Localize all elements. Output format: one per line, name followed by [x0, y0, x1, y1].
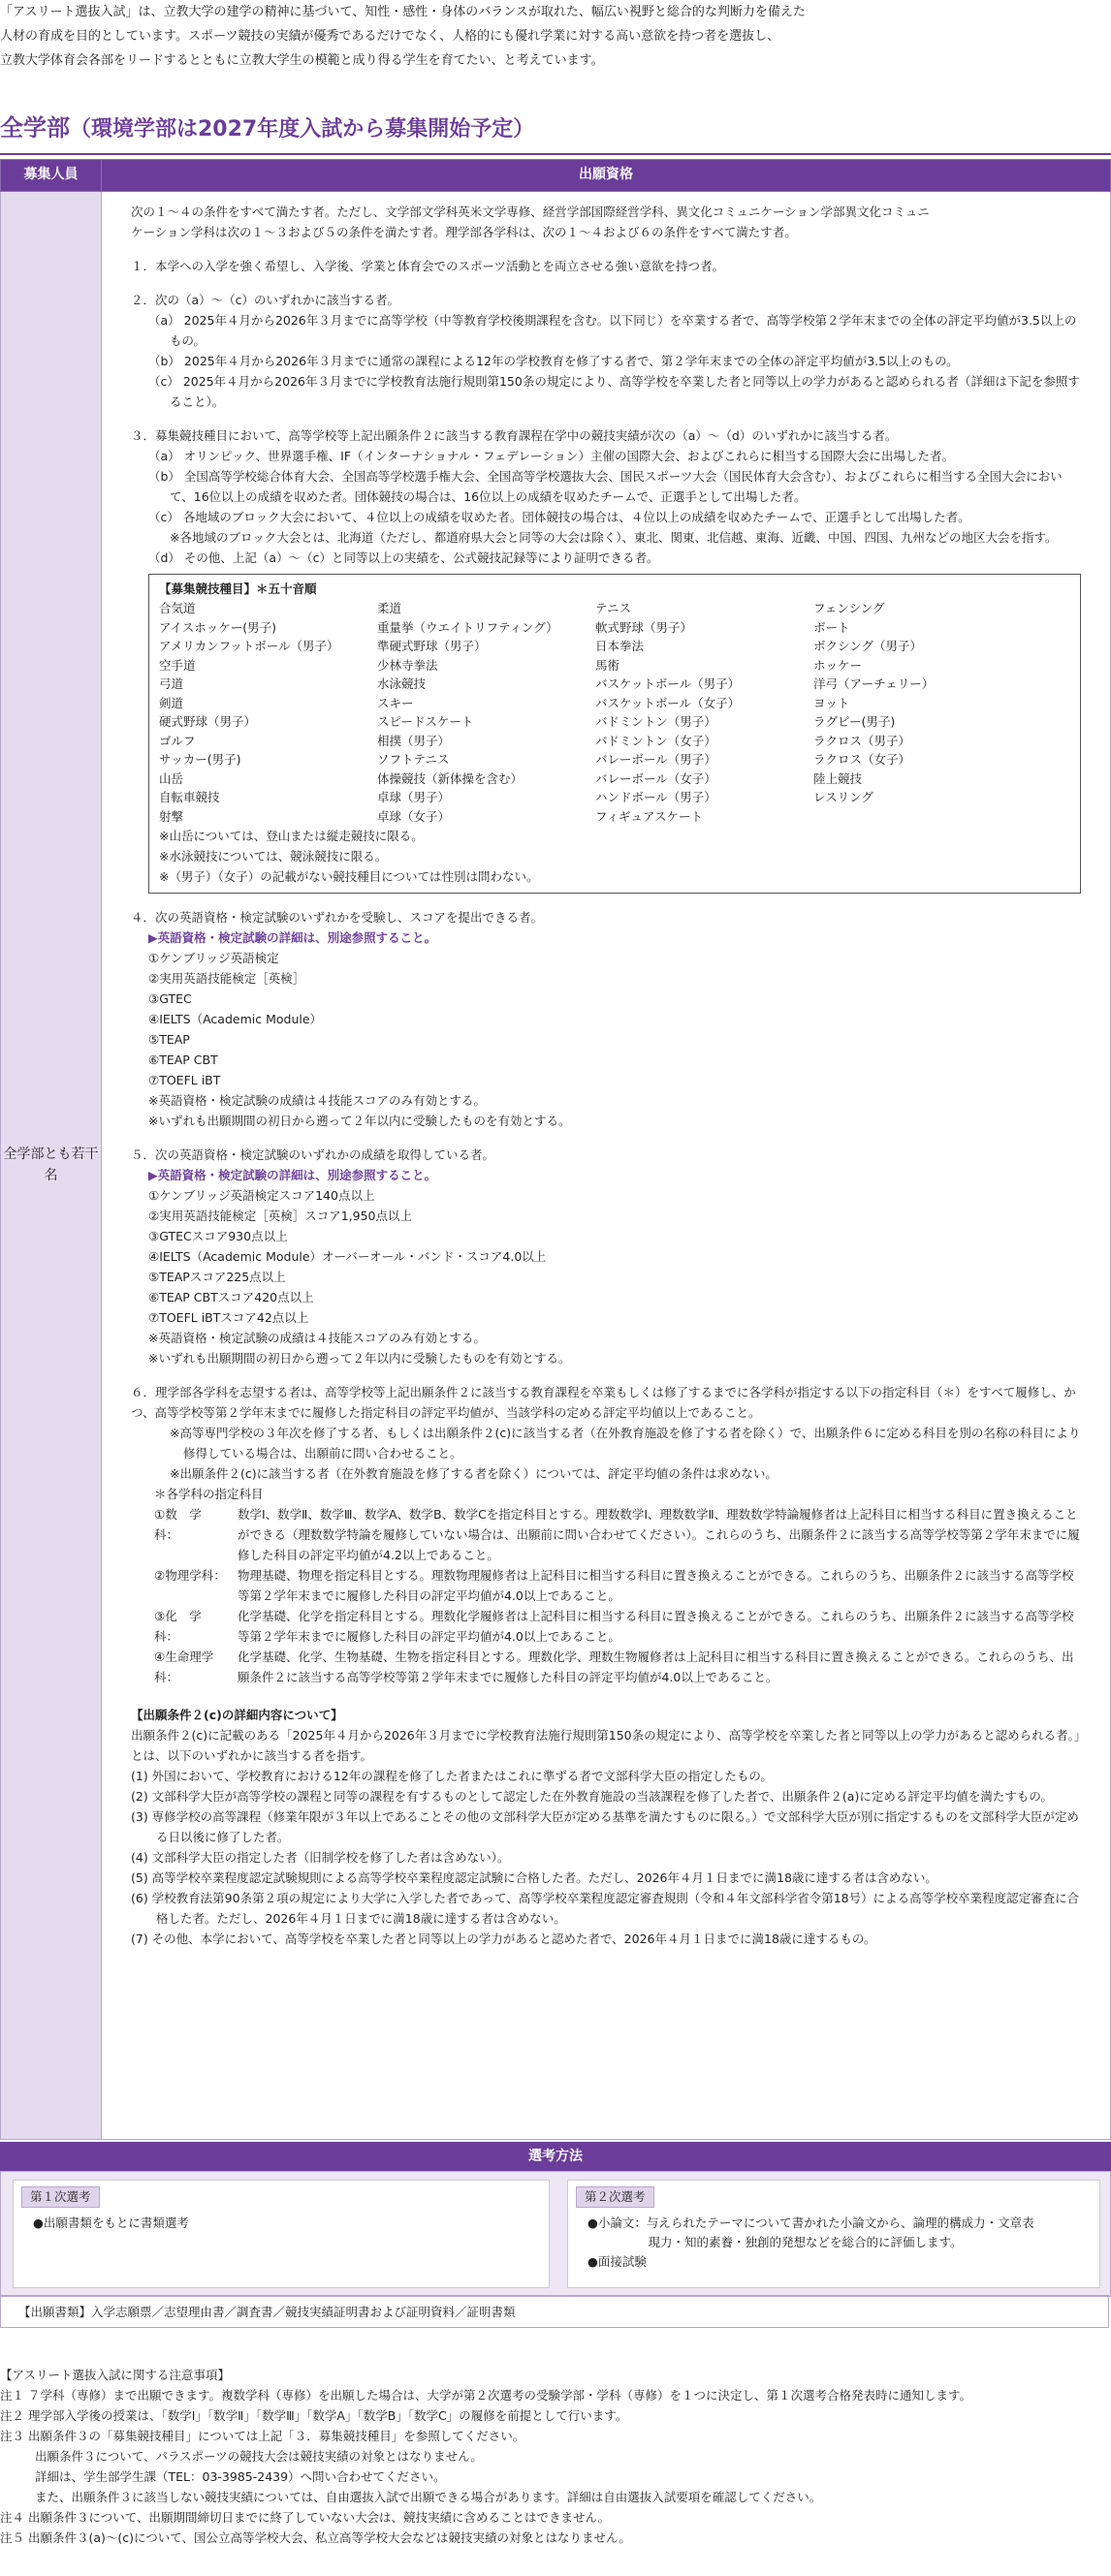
note-line: 注２ 理学部入学後の授業は、「数学Ⅰ」「数学Ⅱ」「数学Ⅲ」「数学A」「数学B」「数学C」の履修を前提として行います。 — [0, 2408, 628, 2423]
intro-line: 「アスリート選抜入試」は、立教大学の建学の精神に基づいて、知性・感性・身体のバランスが取れた、幅広い視野と総合的な判断力を備えた — [0, 5, 806, 19]
sport-item: テニス — [595, 601, 632, 615]
subject-row — [154, 1647, 1081, 1687]
second-selection-item: 現力・知的素養・独創的発想などを総合的に評価します。 — [587, 2235, 963, 2249]
section-title-main: 全学部 — [0, 114, 70, 141]
sport-item: フィギュアスケート — [595, 808, 704, 824]
english-score-item: ①ケンブリッジ英語検定スコア140点以上 — [148, 1188, 375, 1203]
qualification-table — [0, 159, 1111, 2140]
sport-item: アメリカンフットボール（男子） — [159, 639, 339, 653]
sport-item: バレーボール（女子） — [595, 770, 716, 786]
english-test-item: ⑥TEAP CBT — [148, 1052, 218, 1067]
subject-label: ③化 学 科： — [154, 1609, 214, 1644]
english-score-note: ※いずれも出願期間の初日から遡って２年以内に受験したものを有効とする。 — [148, 1351, 571, 1366]
sport-item: 馬術 — [595, 657, 620, 673]
condition-5-title: ５．次の英語資格・検定試験のいずれかの成績を取得している者。 — [131, 1147, 495, 1162]
detail-item: (3) 専修学校の高等課程（修業年限が３年以上であることその他の文部科学大臣が定める基準を満たすものに限る。）で文部科学大臣が別に指定するものを文部科学大臣が定める日以後に修了した者。 — [131, 1809, 1079, 1844]
section-divider — [0, 153, 1111, 155]
note-line: 注５ 出願条件３(a)～(c)について、国公立高等学校大会、私立高等学校大会などは競技実績の対象とはなりません。 — [0, 2530, 631, 2545]
header-recruit: 募集人員 — [1, 160, 102, 192]
second-selection-item: ●面接試験 — [587, 2254, 647, 2269]
sport-item: スキー — [377, 695, 414, 710]
sport-item: 日本拳法 — [595, 639, 645, 653]
condition-4-title: ４．次の英語資格・検定試験のいずれかを受験し、スコアを提出できる者。 — [131, 910, 544, 925]
selection-method-header: 選考方法 — [0, 2142, 1111, 2171]
english-score-item: ⑤TEAPスコア225点以上 — [148, 1270, 286, 1284]
english-score-item: ②実用英語技能検定［英検］スコア1,950点以上 — [148, 1209, 412, 1223]
subject-row — [154, 1504, 1081, 1565]
sport-item: 陸上競技 — [813, 770, 863, 786]
detail-item: (7) その他、本学において、高等学校を卒業した者と同等以上の学力があると認めた者で、2026年４月１日までに満18歳に達するもの。 — [131, 1932, 876, 1946]
sport-item: フェンシング — [813, 601, 885, 615]
detail-lead: 出願条件２(c)に記載のある「2025年４月から2026年３月までに学校教育法施行規則第150条の規定により、高等学校を卒業した者と同等以上の学力があると認められる者。」とは、以下のいずれかに該当する者を指す。 — [131, 1728, 1081, 1763]
condition-2-item: （c） 2025年４月から2026年３月までに学校教育法施行規則第150条の規定により、高等学校を卒業した者と同等以上の学力があると認められる者（詳細は下記を参照すること）。 — [148, 374, 1080, 409]
detail-item: (2) 文部科学大臣が高等学校の課程と同等の課程を有するものとして認定した在外教育施設の当該課程を修了した者で、出願条件２(a)に定める評定平均値を満たすもの。 — [131, 1789, 1053, 1804]
sport-item: バスケットボール（女子） — [595, 695, 741, 710]
english-test-link[interactable]: ▶英語資格・検定試験の詳細は、別途参照すること。 — [148, 930, 437, 945]
subject-label: ①数 学 科： — [154, 1507, 214, 1542]
first-selection-label: 第１次選考 — [21, 2186, 100, 2208]
intro-line: 立教大学体育会各部をリードするとともに立教大学生の模範と成り得る学生を育てたい、と考えています。 — [0, 53, 604, 68]
english-test-item: ⑦TOEFL iBT — [148, 1073, 221, 1087]
sport-item: 軟式野球（男子） — [595, 619, 693, 635]
sport-item: 体操競技（新体操を含む） — [377, 770, 524, 786]
english-test-note: ※いずれも出願期間の初日から遡って２年以内に受験したものを有効とする。 — [148, 1114, 571, 1128]
note-line: 注１ ７学科（専修）まで出願できます。複数学科（専修）を出願した場合は、大学が第２次選考の受験学部・学科（専修）を１つに決定し、第１次選考合格発表時に通知します。 — [0, 2388, 971, 2403]
application-documents: 【出願書類】入学志願票／志望理由書／調査書／競技実績証明書および証明資料／証明書類 — [0, 2295, 1109, 2328]
sport-item: 少林寺拳法 — [377, 657, 438, 673]
sport-item: 重量挙（ウエイトリフティング） — [377, 619, 558, 635]
sport-item: 硬式野球（男子） — [159, 714, 257, 729]
sport-item: アイスホッケー(男子) — [159, 619, 277, 635]
sports-column — [159, 599, 377, 826]
qualification-cell — [102, 192, 1111, 2140]
first-selection-item: ●出願書類をもとに書類選考 — [33, 2215, 189, 2230]
sport-item: ボート — [813, 619, 850, 635]
sport-item: 相撲（男子） — [377, 733, 451, 748]
sport-item: バドミントン（女子） — [595, 733, 716, 748]
note-line: 注３ 出願条件３の「募集競技種目」については上記「３．募集競技種目」を参照してください。 — [0, 2429, 525, 2443]
condition-6-title: ６．理学部各学科を志望する者は、高等学校等上記出願条件２に該当する教育課程を卒業もしくは修了するまでに各学科が指定する以下の指定科目（＊）をすべて履修し、かつ、高等学校等第２学年末までに履修した指定科目の評定平均値が、当該学科の定める評定平均値以上であること。 — [131, 1385, 1076, 1420]
detail-item: (1) 外国において、学校教育における12年の課程を修了した者またはこれに準ずる者で文部科学大臣の指定したもの。 — [131, 1769, 773, 1783]
second-selection-label: 第２次選考 — [576, 2186, 654, 2208]
condition-2-item: （a） 2025年４月から2026年３月までに高等学校（中等教育学校後期課程を含む。以下同じ）を卒業する者で、高等学校第２学年末までの全体の評定平均値が3.5以上のもの。 — [148, 313, 1077, 348]
sport-item: 自転車競技 — [159, 790, 220, 804]
sports-note: ※山岳については、登山または縦走競技に限る。 — [159, 829, 424, 843]
sports-column — [595, 599, 813, 826]
selection-method-body — [0, 2171, 1111, 2297]
condition-2-item: （b） 2025年４月から2026年３月までに通常の課程による12年の学校教育を修了する者で、第２学年末までの全体の評定平均値が3.5以上のもの。 — [148, 354, 959, 368]
english-score-item: ④IELTS（Academic Module）オーバーオール・バンド・スコア4.0以上 — [148, 1249, 547, 1264]
condition-6-note: ※高等専門学校の３年次を修了する者、もしくは出願条件２(c)に該当する者（在外教育施設を修了する者を除く）で、出願条件６に定める科目を別の名称の科目により修得している場合は、出願前に問い合わせること。 — [170, 1426, 1081, 1461]
sports-note: ※水泳競技については、競泳競技に限る。 — [159, 849, 388, 864]
sport-item: 柔道 — [377, 601, 402, 615]
english-test-item: ③GTEC — [148, 991, 192, 1006]
qual-intro-line: 次の１～４の条件をすべて満たす者。ただし、文学部文学科英米文学専修、経営学部国際経営学科、異文化コミュニケーション学部異文化コミュニ — [131, 204, 930, 219]
subjects-title: ＊各学科の指定科目 — [154, 1487, 264, 1501]
sport-item: バレーボール（男子） — [595, 752, 716, 767]
notes-section — [0, 2365, 1111, 2548]
subject-text: 化学基礎、化学、生物基礎、生物を指定科目とする。理数化学、理数生物履修者は上記科目に相当する科目に置き換えることができる。これらのうち、出願条件２に該当する高等学校等第２学年末までに履修した科目の評定平均値が4.0以上であること。 — [238, 1649, 1074, 1684]
sport-item: サッカー(男子) — [159, 752, 241, 767]
english-test-item: ④IELTS（Academic Module） — [148, 1012, 323, 1026]
condition-1: １．本学への入学を強く希望し、入学後、学業と体育会でのスポーツ活動とを両立させる強い意欲を持つ者。 — [131, 259, 725, 273]
detail-item: (4) 文部科学大臣の指定した者（旧制学校を修了した者は含めない）。 — [131, 1850, 510, 1865]
second-selection-box — [567, 2180, 1100, 2288]
intro-line: 人材の育成を目的としています。スポーツ競技の実績が優秀であるだけでなく、人格的にも優れ学業に対する高い意欲を持つ者を選抜し、 — [0, 29, 780, 44]
sport-item: ゴルフ — [159, 733, 196, 748]
subject-row — [154, 1565, 1081, 1606]
block-note: ※各地域のブロック大会とは、北海道（ただし、都道府県大会と同等の大会は除く）、東北、関東、北信越、東海、近畿、中国、四国、九州などの地区大会を指す。 — [170, 530, 1058, 545]
sport-item: 卓球（女子） — [377, 808, 451, 824]
section-title — [0, 109, 534, 149]
condition-3-item: （d） その他、上記（a）～（c）と同等以上の実績を、公式競技記録等により証明できる者。 — [148, 550, 659, 565]
sport-item: レスリング — [813, 790, 873, 804]
sport-item: ラクロス（女子） — [813, 752, 911, 767]
note-line: 詳細は、学生部学生課（TEL：03-3985-2439）へ問い合わせてください。 — [35, 2469, 446, 2484]
subject-text: 数学Ⅰ、数学Ⅱ、数学Ⅲ、数学A、数学B、数学Cを指定科目とする。理数数学Ⅰ、理数数学Ⅱ、理数数学特論履修者は上記科目に相当する科目に置き換えることができる（理数数学特論を履修していない場合は、出願前に問い合わせてください）。これらのうち、出願条件２に該当する高等学校等第２学年末までに履修した科目の評定平均値が4.2以上であること。 — [238, 1507, 1080, 1562]
recruit-value: 全学部とも若干名 — [1, 192, 102, 2140]
subject-label: ④生命理学科： — [154, 1649, 214, 1684]
subject-label: ②物理学科： — [154, 1568, 226, 1583]
detail-item: (6) 学校教育法第90条第２項の規定により大学に入学した者であって、高等学校卒業程度認定審査規則（令和４年文部科学省令第18号）による高等学校卒業程度認定審査に合格した者。ただし、2026年４月１日までに満18歳に達する者は含めない。 — [131, 1891, 1080, 1926]
sport-item: ソフトテニス — [377, 752, 450, 767]
second-selection-item: ●小論文：与えられたテーマについて書かれた小論文から、論理的構成力・文章表 — [587, 2215, 1034, 2230]
english-score-item: ⑦TOEFL iBTスコア42点以上 — [148, 1310, 309, 1325]
sport-item: 山岳 — [159, 770, 184, 786]
condition-3-title: ３．募集競技種目において、高等学校等上記出願条件２に該当する教育課程在学中の競技実績が次の（a）～（d）のいずれかに該当する者。 — [131, 428, 898, 443]
first-selection-box — [13, 2180, 550, 2288]
sport-item: ヨット — [813, 695, 850, 710]
detail-title: 【出願条件２(c)の詳細内容について】 — [131, 1708, 343, 1722]
section-subtitle: （環境学部は2027年度入試から募集開始予定） — [70, 117, 535, 141]
condition-6-note: ※出願条件２(c)に該当する者（在外教育施設を修了する者を除く）については、評定平均値の条件は求めない。 — [170, 1466, 778, 1481]
english-test-link[interactable]: ▶英語資格・検定試験の詳細は、別途参照すること。 — [148, 1168, 437, 1182]
sport-item: 合気道 — [159, 601, 196, 615]
sport-item: ハンドボール（男子） — [595, 790, 716, 804]
sport-item: 卓球（男子） — [377, 790, 451, 804]
sport-item: スピードスケート — [377, 714, 474, 729]
sport-item: ラグビー(男子) — [813, 714, 896, 729]
note-line: 注４ 出願条件３について、出願期間締切日までに終了していない大会は、競技実績に含めることはできません。 — [0, 2510, 611, 2525]
sport-item: ラクロス（男子） — [813, 733, 911, 748]
subject-row — [154, 1606, 1081, 1647]
english-test-note: ※英語資格・検定試験の成績は４技能スコアのみ有効とする。 — [148, 1093, 486, 1108]
intro-text — [0, 0, 1105, 73]
english-score-item: ⑥TEAP CBTスコア420点以上 — [148, 1290, 314, 1304]
subject-text: 物理基礎、物理を指定科目とする。理数物理履修者は上記科目に相当する科目に置き換えることができる。これらのうち、出願条件２に該当する高等学校等第２学年末までに履修した科目の評定平均値が4.0以上であること。 — [238, 1568, 1074, 1603]
english-score-note: ※英語資格・検定試験の成績は４技能スコアのみ有効とする。 — [148, 1331, 486, 1345]
sport-item: バドミントン（男子） — [595, 714, 716, 729]
condition-3-item: （b） 全国高等学校総合体育大会、全国高等学校選手権大会、全国高等学校選抜大会、国民スポーツ大会（国民体育大会含む）、およびこれらに相当する全国大会において、16位以上の成績を収めた者。団体競技の場合は、16位以上の成績を収めたチームで、正選手として出場した者。 — [148, 469, 1063, 504]
sport-item: ホッケー — [813, 657, 863, 673]
header-qualification: 出願資格 — [102, 160, 1111, 192]
sport-item: 洋弓（アーチェリー） — [813, 676, 935, 691]
sport-item: バスケットボール（男子） — [595, 676, 741, 691]
sports-note: ※（男子）（女子）の記載がない競技種目については性別は問わない。 — [159, 869, 539, 884]
sports-column — [813, 599, 1032, 826]
english-test-item: ⑤TEAP — [148, 1032, 190, 1047]
english-test-item: ①ケンブリッジ英語検定 — [148, 951, 279, 965]
note-line: 出願条件３について、パラスポーツの競技大会は競技実績の対象とはなりません。 — [35, 2449, 483, 2464]
sports-list-box — [148, 574, 1081, 894]
qual-intro-line: ケーション学科は次の１～３および５の条件を満たす者。理学部各学科は、次の１～４および６の条件をすべて満たす者。 — [131, 225, 797, 239]
condition-3-item: （a） オリンピック、世界選手権、IF（インターナショナル・フェデレーション）主催の国際大会、およびこれらに相当する国際大会に出場した者。 — [148, 449, 955, 463]
subject-text: 化学基礎、化学を指定科目とする。理数化学履修者は上記科目に相当する科目に置き換えることができる。これらのうち、出願条件２に該当する高等学校等第２学年末までに履修した科目の評定平均値が4.0以上であること。 — [238, 1609, 1074, 1644]
sport-item: ボクシング（男子） — [813, 639, 922, 653]
english-score-item: ③GTECスコア930点以上 — [148, 1229, 288, 1243]
note-line: また、出願条件３に該当しない競技実績については、自由選抜入試で出願できる場合があります。詳細は自由選抜入試要項を確認してください。 — [35, 2490, 822, 2504]
detail-item: (5) 高等学校卒業程度認定試験規則による高等学校卒業程度認定試験に合格した者。ただし、2026年４月１日までに満18歳に達する者は含めない。 — [131, 1870, 937, 1885]
sport-item: 水泳競技 — [377, 676, 427, 691]
english-test-item: ②実用英語技能検定［英検］ — [148, 971, 305, 986]
notes-title: 【アスリート選抜入試に関する注意事項】 — [0, 2368, 231, 2382]
sport-item: 弓道 — [159, 676, 184, 691]
sport-item: 射撃 — [159, 808, 184, 824]
sport-item: 準硬式野球（男子） — [377, 639, 487, 653]
sports-column — [377, 599, 595, 826]
sport-item: 空手道 — [159, 657, 196, 673]
condition-3-item: （c） 各地域のブロック大会において、４位以上の成績を収めた者。団体競技の場合は、４位以上の成績を収めたチームで、正選手として出場した者。 — [148, 510, 970, 524]
sports-title: 【募集競技種目】＊五十音順 — [159, 581, 317, 596]
condition-2-title: ２．次の（a）～（c）のいずれかに該当する者。 — [131, 293, 400, 307]
sport-item: 剣道 — [159, 695, 184, 710]
